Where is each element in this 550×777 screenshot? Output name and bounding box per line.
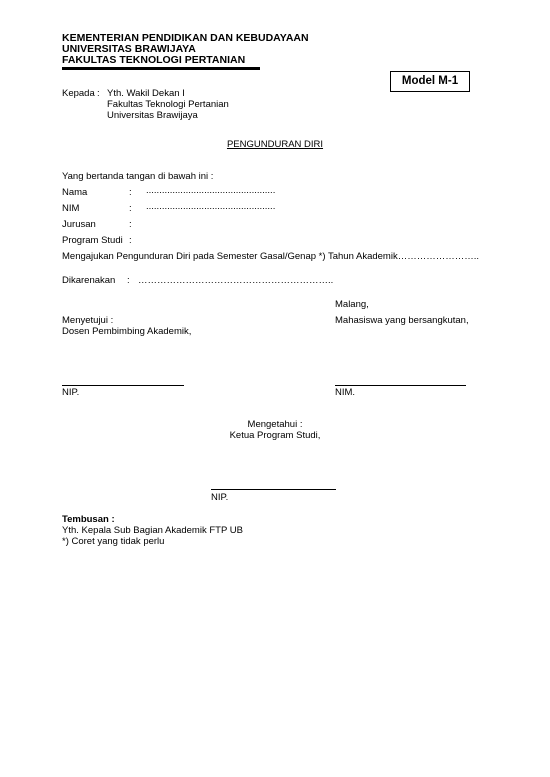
header-ministry: KEMENTERIAN PENDIDIKAN DAN KEBUDAYAAN <box>62 32 309 44</box>
header-faculty: FAKULTAS TEKNOLOGI PERTANIAN <box>62 54 246 66</box>
reason-value[interactable]: …………………………………………………….. <box>138 275 334 286</box>
signature-line-advisor <box>62 385 184 386</box>
nip-label-center: NIP. <box>211 492 229 503</box>
reason-label: Dikarenakan <box>62 275 116 286</box>
field-label-jurusan: Jurusan <box>62 219 96 230</box>
header-university: UNIVERSITAS BRAWIJAYA <box>62 43 196 55</box>
nim-label-right: NIM. <box>335 387 356 398</box>
model-label-box: Model M-1 <box>390 71 470 92</box>
nip-label-left: NIP. <box>62 387 80 398</box>
request-text: Mengajukan Pengunduran Diri pada Semester Gasal/Genap *) Tahun Akademik…………………….. <box>62 251 479 262</box>
student-label: Mahasiswa yang bersangkutan, <box>335 315 469 326</box>
acknowledge-head: Ketua Program Studi, <box>229 430 321 441</box>
document-title: PENGUNDURAN DIRI <box>226 139 324 150</box>
field-label-nim: NIM <box>62 203 80 214</box>
cc-line1: Yth. Kepala Sub Bagian Akademik FTP UB <box>62 525 243 536</box>
field-value-nama[interactable]: ................................................. <box>146 185 276 196</box>
acknowledge-label: Mengetahui : <box>247 419 303 430</box>
intro-text: Yang bertanda tangan di bawah ini : <box>62 171 214 182</box>
field-colon: : <box>129 187 132 198</box>
cc-title: Tembusan : <box>62 514 115 525</box>
field-colon: : <box>129 203 132 214</box>
cc-footnote: *) Coret yang tidak perlu <box>62 536 165 547</box>
signature-line-head <box>211 489 336 490</box>
field-value-nim[interactable]: ................................................. <box>146 201 276 212</box>
recipient-colon: : <box>97 88 100 99</box>
recipient-label: Kepada <box>62 88 95 99</box>
approval-advisor: Dosen Pembimbing Akademik, <box>62 326 192 337</box>
recipient-line3: Universitas Brawijaya <box>107 110 198 121</box>
field-colon: : <box>129 235 132 246</box>
field-label-program-studi: Program Studi <box>62 235 123 246</box>
header-rule <box>62 67 260 70</box>
field-label-nama: Nama <box>62 187 88 198</box>
reason-colon: : <box>127 275 130 286</box>
recipient-line1: Yth. Wakil Dekan I <box>107 88 185 99</box>
recipient-line2: Fakultas Teknologi Pertanian <box>107 99 229 110</box>
signature-line-student <box>335 385 466 386</box>
field-colon: : <box>129 219 132 230</box>
approval-label: Menyetujui : <box>62 315 114 326</box>
place-date: Malang, <box>335 299 369 310</box>
